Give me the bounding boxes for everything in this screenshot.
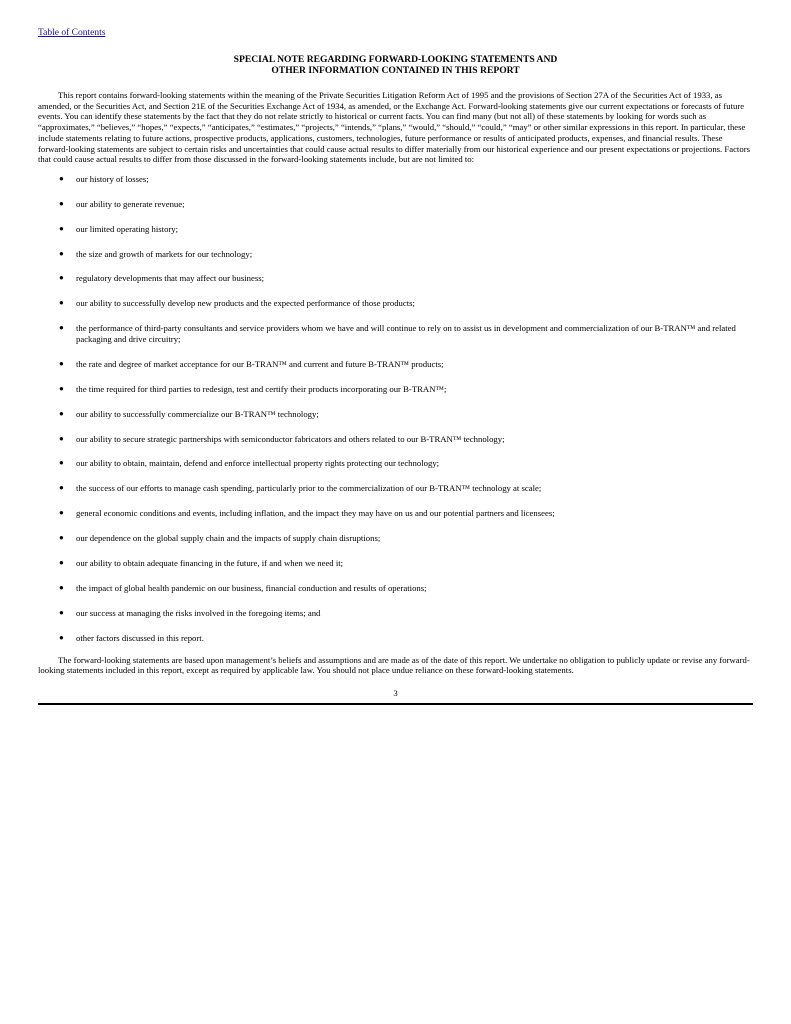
document-page [38, 22, 753, 705]
risk-factor-text: our ability to successfully commercialize our B-TRAN™ technology; [76, 408, 319, 419]
section-title [38, 54, 753, 76]
risk-factor-text: our dependence on the global supply chain and the impacts of supply chain disruptions; [76, 533, 381, 544]
risk-factor-item [38, 298, 753, 309]
risk-factor-item [38, 633, 753, 644]
bullet-icon: ● [59, 508, 64, 518]
bullet-icon: ● [59, 557, 64, 567]
risk-factor-text: the impact of global health pandemic on our business, financial conduction and results of operations; [76, 582, 427, 593]
risk-factor-item [38, 483, 753, 494]
risk-factor-item [38, 409, 753, 420]
section-title-line-1: SPECIAL NOTE REGARDING FORWARD-LOOKING STATEMENTS AND [233, 54, 558, 65]
risk-factor-item [38, 273, 753, 284]
risk-factor-item [38, 359, 753, 370]
bullet-icon: ● [59, 582, 64, 592]
risk-factor-item [38, 558, 753, 569]
page-number: 3 [393, 687, 398, 698]
bullet-icon: ● [59, 607, 64, 617]
risk-factor-text: our history of losses; [76, 173, 149, 184]
intro-paragraph: This report contains forward-looking statements within the meaning of the Private Securities Litigation Reform Act of 1995 and the provisions of Section 27A of the Securities Act of 1933, as amended, or the Securities Act, and Section 21E of the Securities Exchange Act of 1934, as amended, or the Exchange Act. Forward-looking statements give our current expectations or forecasts of future events. You can identify these statements by the fact that they do not relate strictly to historical or current facts. You can find many (but not all) of these statements by looking for words such as “approximates,” “believes,” “hopes,” “expects,” “anticipates,” “estimates,” “projects,” “intends,” “plans,” “would,” “should,” “could,” “may” or other similar expressions in this report. In particular, these include statements relating to future actions, prospective products, applications, customers, technologies, future performance or results of anticipated products, expenses, and financial results. These forward-looking statements are subject to certain risks and uncertainties that could cause actual results to differ materially from our historical experience and our present expectations or projections. Factors that could cause actual results to differ from those discussed in the forward-looking statements include, but are not limited to: [38, 90, 750, 165]
risk-factor-item [38, 434, 753, 445]
risk-factor-item [38, 608, 753, 619]
bullet-icon: ● [59, 458, 64, 468]
risk-factor-text: other factors discussed in this report. [76, 632, 204, 643]
risk-factor-item [38, 508, 753, 519]
risk-factor-text: the time required for third parties to redesign, test and certify their products incorporating our B-TRAN™; [76, 383, 447, 394]
risk-factor-item [38, 458, 753, 469]
table-of-contents-link[interactable]: Table of Contents [38, 28, 106, 38]
risk-factor-item [38, 323, 753, 344]
bullet-icon: ● [59, 298, 64, 308]
bullet-icon: ● [59, 198, 64, 208]
bullet-icon: ● [59, 358, 64, 368]
bullet-icon: ● [59, 533, 64, 543]
risk-factor-text: our ability to generate revenue; [76, 198, 185, 209]
risk-factor-item [38, 199, 753, 210]
risk-factor-text: the success of our efforts to manage cash spending, particularly prior to the commercialization of our B-TRAN™ technology at scale; [76, 483, 542, 494]
risk-factor-item [38, 384, 753, 395]
risk-factor-text: our ability to secure strategic partnerships with semiconductor fabricators and others related to our B-TRAN™ technology; [76, 433, 505, 444]
bullet-icon: ● [59, 173, 64, 183]
risk-factor-text: our ability to obtain, maintain, defend and enforce intellectual property rights protecting our technology; [76, 458, 440, 469]
bullet-icon: ● [59, 433, 64, 443]
risk-factor-text: our ability to obtain adequate financing in the future, if and when we need it; [76, 557, 344, 568]
bullet-icon: ● [59, 248, 64, 258]
risk-factor-text: the performance of third-party consultants and service providers whom we have and will continue to rely on to assist us in development and commercialization of our B-TRAN™ and related packaging and drive circuitry; [76, 323, 736, 344]
section-title-line-2: OTHER INFORMATION CONTAINED IN THIS REPORT [271, 65, 520, 76]
risk-factor-text: general economic conditions and events, including inflation, and the impact they may have on us and our potential partners and licensees; [76, 508, 555, 519]
bullet-icon: ● [59, 383, 64, 393]
risk-factor-item [38, 583, 753, 594]
risk-factor-item [38, 174, 753, 185]
bullet-icon: ● [59, 273, 64, 283]
bullet-icon: ● [59, 632, 64, 642]
closing-paragraph: The forward-looking statements are based upon management’s beliefs and assumptions and are made as of the date of this report. We undertake no obligation to publicly update or revise any forward-looking statements included in this report, except as required by applicable law. You should not place undue reliance on these forward-looking statements. [38, 654, 750, 676]
bullet-icon: ● [59, 323, 64, 333]
bullet-icon: ● [59, 483, 64, 493]
risk-factor-item [38, 224, 753, 235]
risk-factor-text: regulatory developments that may affect our business; [76, 273, 265, 284]
risk-factor-text: the rate and degree of market acceptance for our B-TRAN™ and current and future B-TRAN™ products; [76, 358, 444, 369]
risk-factor-list [38, 174, 753, 643]
page-divider [38, 703, 753, 705]
bullet-icon: ● [59, 223, 64, 233]
risk-factor-text: our ability to successfully develop new products and the expected performance of those products; [76, 298, 415, 309]
risk-factor-item [38, 533, 753, 544]
risk-factor-text: our success at managing the risks involved in the foregoing items; and [76, 607, 321, 618]
risk-factor-item [38, 249, 753, 260]
bullet-icon: ● [59, 408, 64, 418]
risk-factor-text: our limited operating history; [76, 223, 179, 234]
risk-factor-text: the size and growth of markets for our technology; [76, 248, 253, 259]
